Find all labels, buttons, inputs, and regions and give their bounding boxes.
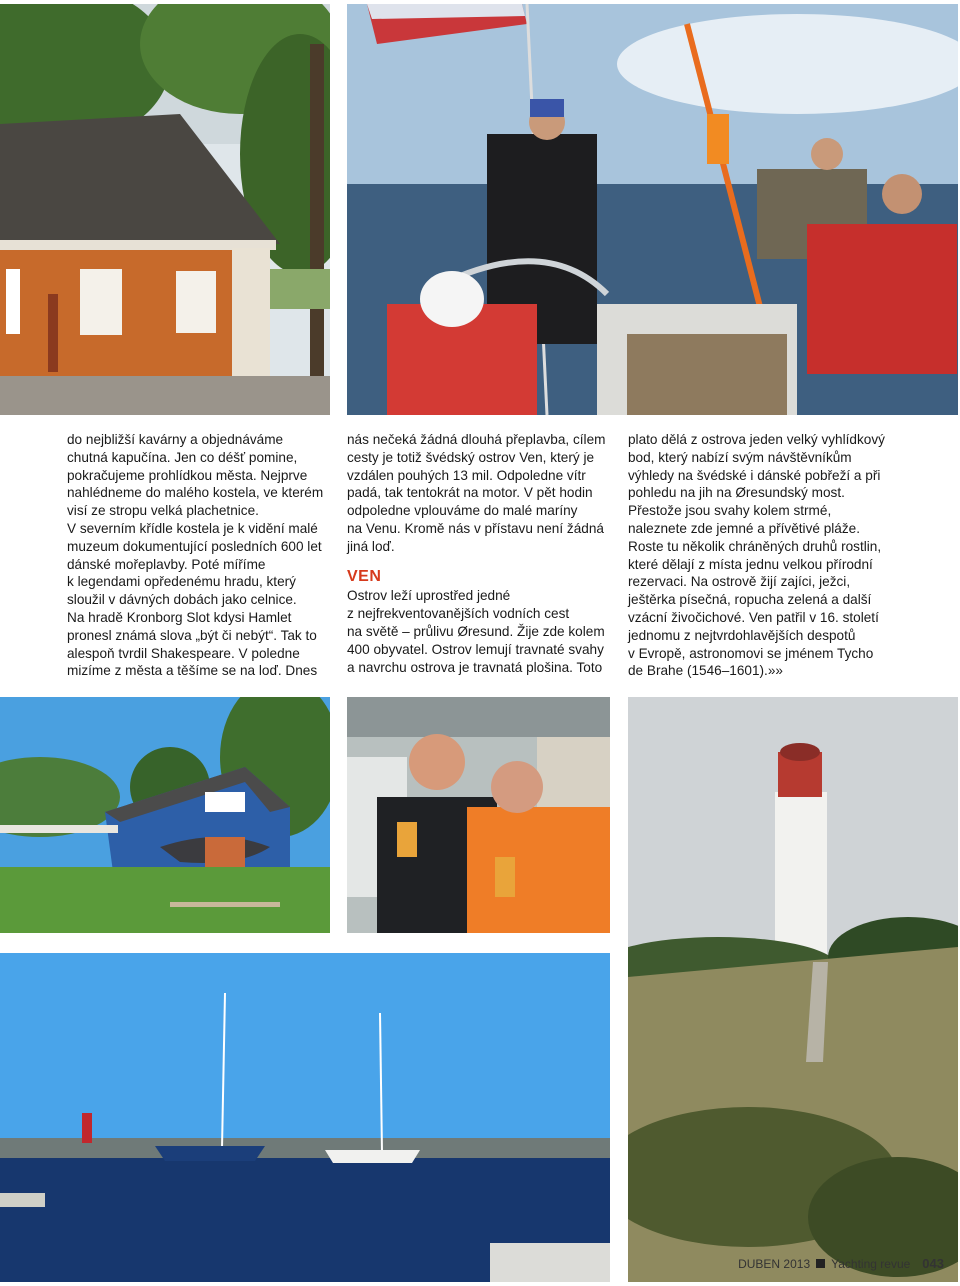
photo-two-men-beer (347, 697, 610, 933)
text-column-1 (67, 431, 335, 680)
photo-orange-house (0, 4, 330, 415)
square-icon (816, 1259, 825, 1268)
text-column-3 (628, 431, 918, 680)
column-1-text: do nejbližší kavárny a objednáváme chutná kapučína. Jen co déšť pomine, pokračujeme prohlídkou města. Nejprve nahlédneme do malého kostela, ve kterém visí ze stropu velká plachetnice. V severním křídle kostela je k vidění malé muzeum dokumentující posledních 600 let dánské mořeplavby. Poté míříme k legendami opředenému hradu, který sloužil v dávných dobách jako celnice. Na hradě Kronborg Slot kdysi Hamlet pronesl známá slova „být či nebýt“. Tak to alespoň tvrdil Shakespeare. V poledne mizíme z města a těšíme se na loď. Dnes (67, 432, 324, 679)
page-number: 043 (922, 1256, 944, 1271)
photo-whale-mural-house (0, 697, 330, 933)
photo-sailing-crew (347, 4, 958, 415)
footer-magazine: Yachting revue (831, 1256, 911, 1271)
text-column-2 (347, 431, 615, 676)
section-heading: VEN (347, 567, 382, 585)
photo-lighthouse (628, 697, 958, 1282)
column-2-text: nás nečeká žádná dlouhá přeplavba, cílem cesty je totiž švédský ostrov Ven, který je vzdálen pouhých 13 mil. Odpoledne vítr padá, tak tentokrát na motor. V pět hodin odpoledne vplouváme do malé maríny na Venu. Kromě nás v přístavu není žádná jiná loď. (347, 432, 606, 554)
footer-issue: DUBEN 2013 (738, 1256, 811, 1271)
photo-harbor (0, 953, 610, 1282)
page-footer (738, 1256, 944, 1271)
column-3-text: plato dělá z ostrova jeden velký vyhlídkový bod, který nabízí svým návštěvníkům výhledy na švédské i dánské pobřeží a při pohledu na jih na Øresundský most. Přestože jsou svahy kolem strmé, naleznete zde jemné a přívětivé pláže. Roste tu několik chráněných druhů rostlin, které dělají z místa jednu velkou přírodní rezervaci. Na ostrově žijí zajíci, ježci, ještěrka písečná, ropucha zelená a další vzácní živočichové. Ven patřil v 16. století jednomu z nejtvrdohlavějších despotů v Evropě, astronomovi se jménem Tycho de Brahe (1546–1601).»» (628, 432, 885, 679)
section-text: Ostrov leží uprostřed jedné z nejfrekventovanějších vodních cest na světě – průlivu Øresund. Žije zde kolem 400 obyvatel. Ostrov lemují travnaté svahy a navrchu ostrova je travnatá plošina. Toto (347, 588, 605, 675)
